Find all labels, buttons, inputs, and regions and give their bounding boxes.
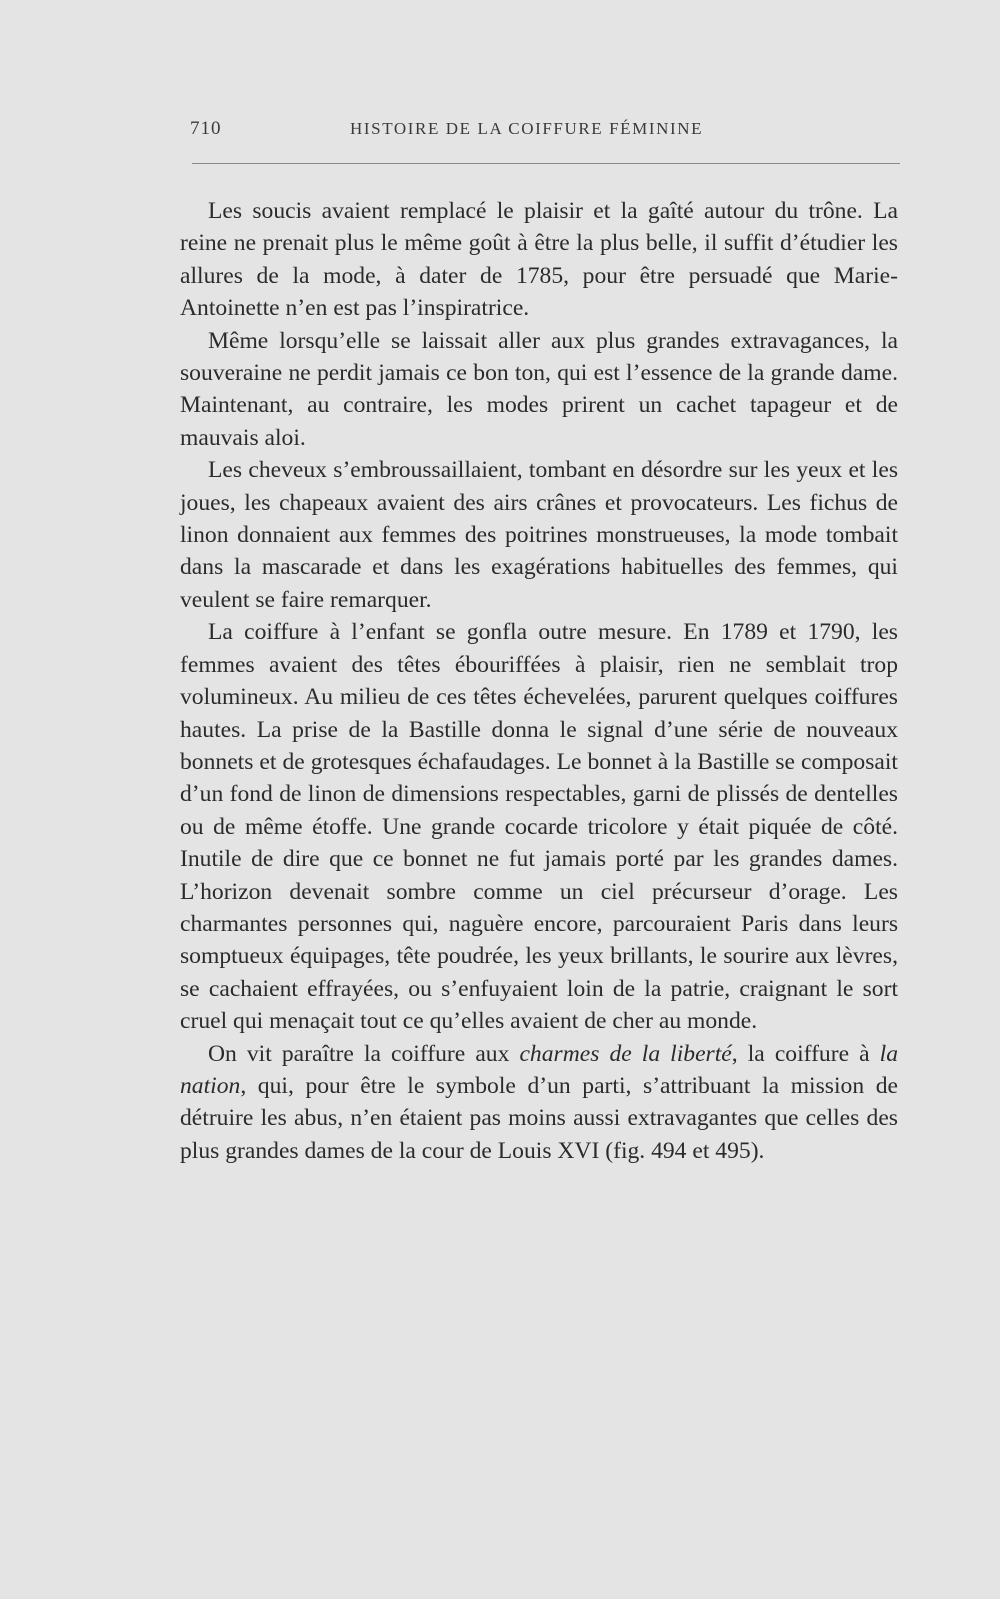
- body-text: [180, 195, 898, 1167]
- paragraph-5-segment: On vit paraître la coiffure aux: [208, 1040, 520, 1067]
- paragraph-4: La coiffure à l’enfant se gonfla outre mesure. En 1789 et 1790, les femmes avaient des têtes ébouriffées à plaisir, rien ne semblait trop volumineux. Au milieu de ces têtes échevelées, parurent quelques coiffures hautes. La prise de la Bastille donna le signal d’une série de nouveaux bonnets et de grotesques échafaudages. Le bonnet à la Bastille se composait d’un fond de linon de dimensions respectables, garni de plissés de dentelles ou de même étoffe. Une grande cocarde tricolore y était piquée de côté. Inutile de dire que ce bonnet ne fut jamais porté par les grandes dames. L’horizon devenait sombre comme un ciel précurseur d’orage. Les charmantes personnes qui, naguère encore, parcouraient Paris dans leurs somptueux équipages, tête poudrée, les yeux brillants, le sourire aux lèvres, se cachaient effrayées, ou s’enfuyaient loin de la patrie, craignant le sort cruel qui menaçait tout ce qu’elles avaient de cher au monde.: [180, 619, 898, 1035]
- paragraph-5: [180, 1038, 898, 1168]
- paragraph-2: Même lorsqu’elle se laissait aller aux plus grandes extravagances, la souveraine ne perdit jamais ce bon ton, qui est l’essence de la grande dame. Maintenant, au contraire, les modes prirent un cachet tapageur et de mauvais aloi.: [180, 327, 898, 451]
- paragraph-5-italic-segment: charmes de la liberté: [519, 1040, 732, 1067]
- paragraph-3: Les cheveux s’embroussaillaient, tombant en désordre sur les yeux et les joues, les chapeaux avaient des airs crânes et provocateurs. Les fichus de linon donnaient aux femmes des poitrines monstrueuses, la mode tombait dans la mascarade et dans les exagérations habituelles des femmes, qui veulent se faire remarquer.: [180, 457, 898, 613]
- paragraph-5-italic-segment: la nation: [180, 1040, 898, 1099]
- paragraph-5-segment: , la coiffure à: [731, 1040, 880, 1067]
- page-header: [190, 118, 890, 146]
- paragraph-5-segment: , qui, pour être le symbole d’un parti, s’attribuant la mission de détruire les abus, n’en étaient pas moins aussi extravagantes que celles des plus grandes dames de la cour de Louis XVI (fig. 494 et 495).: [180, 1072, 898, 1164]
- paragraph-1: Les soucis avaient remplacé le plaisir et la gaîté autour du trône. La reine ne prenait plus le même goût à être la plus belle, il suffit d’étudier les allures de la mode, à dater de 1785, pour être persuadé que Marie-Antoinette n’en est pas l’inspiratrice.: [180, 198, 898, 322]
- running-title: HISTOIRE DE LA COIFFURE FÉMININE: [350, 119, 704, 138]
- header-rule: [192, 163, 900, 164]
- page-number: 710: [190, 118, 222, 139]
